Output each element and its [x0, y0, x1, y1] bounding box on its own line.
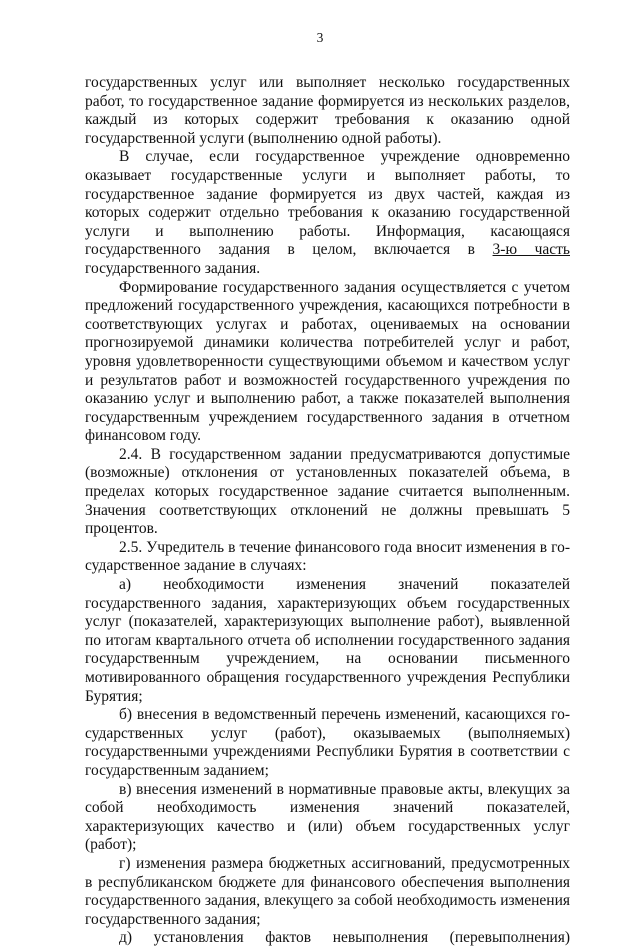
list-item-g: г) изменения размера бюджетных ассигнований, предусмотренных в республиканском бюджете для финансового обеспечения выполнения государственного задания, влекущего за собой необходимость изменения государственного задания;: [85, 854, 570, 928]
paragraph-continuation: государственных услуг или выполняет несколько государственных работ, то государственное задание формируется из нескольких разделов, каждый из которых содержит требования к оказанию одной государственной услуги (выполнению одной работы).: [85, 74, 570, 147]
list-item-b: б) внесения в ведомственный перечень изменений, касающихся государственных услуг (работ), оказываемых (выполняемых) государственными учреждениями Республики Бурятия в соответствии с государственным заданием;: [85, 706, 570, 779]
list-item-a: а) необходимости изменения значений показателей государственного задания, характеризующих объем государственных услуг (показателей, характеризующих выполнение работ), выявленной по итогам квартального отчета об исполнении государственного задания государственным учреждением, на основании письменного мотивированного обращения государственного учреждения Республики Бурятия;: [85, 576, 570, 705]
paragraph-2-5: 2.5. Учредитель в течение финансового года вносит изменения в государственное задание в случаях:: [85, 538, 570, 575]
paragraph-text: государственного задания.: [85, 259, 261, 277]
paragraph-2-4: 2.4. В государственном задании предусматриваются допустимые (возможные) отклонения от установленных показателей объема, в пределах которых государственное задание считается выполненным. Значения соответствующих отклонений не должны превышать 5 процентов.: [85, 445, 570, 538]
paragraph-text: В случае, если государственное учреждение одновременно оказывает государственные услуги и выполняет работы, то государственное задание формируется из двух частей, каждая из которых содержит отдельно требования к оказанию государственной услуги и выполнению работы. Информация, касающаяся государственного задания в целом, включается в: [85, 148, 570, 259]
list-item-v: в) внесения изменений в нормативные правовые акты, влекущих за собой необходимость изменения значений показателей, характеризующих качество и (или) объем государственных услуг (работ);: [85, 780, 570, 854]
part-3-link[interactable]: 3-ю часть: [492, 241, 570, 259]
document-body: [85, 74, 570, 948]
paragraph-formation: Формирование государственного задания осуществляется с учетом предложений государственного учреждения, касающихся потребности в соответствующих услугах и работах, оцениваемых на основании прогнозируемой динамики количества потребителей услуг и работ, уровня удовлетворенности существующими объемом и качеством услуг и результатов работ и возможностей государственного учреждения по оказанию услуг и выполнению работ, а также показателей выполнения государственным учреждением государственного задания в отчетном финансовом году.: [85, 278, 570, 445]
paragraph-parts-info: [85, 148, 570, 278]
page-number: 3: [316, 30, 324, 45]
list-item-d: д) установления фактов невыполнения (перевыполнения): [119, 929, 570, 947]
